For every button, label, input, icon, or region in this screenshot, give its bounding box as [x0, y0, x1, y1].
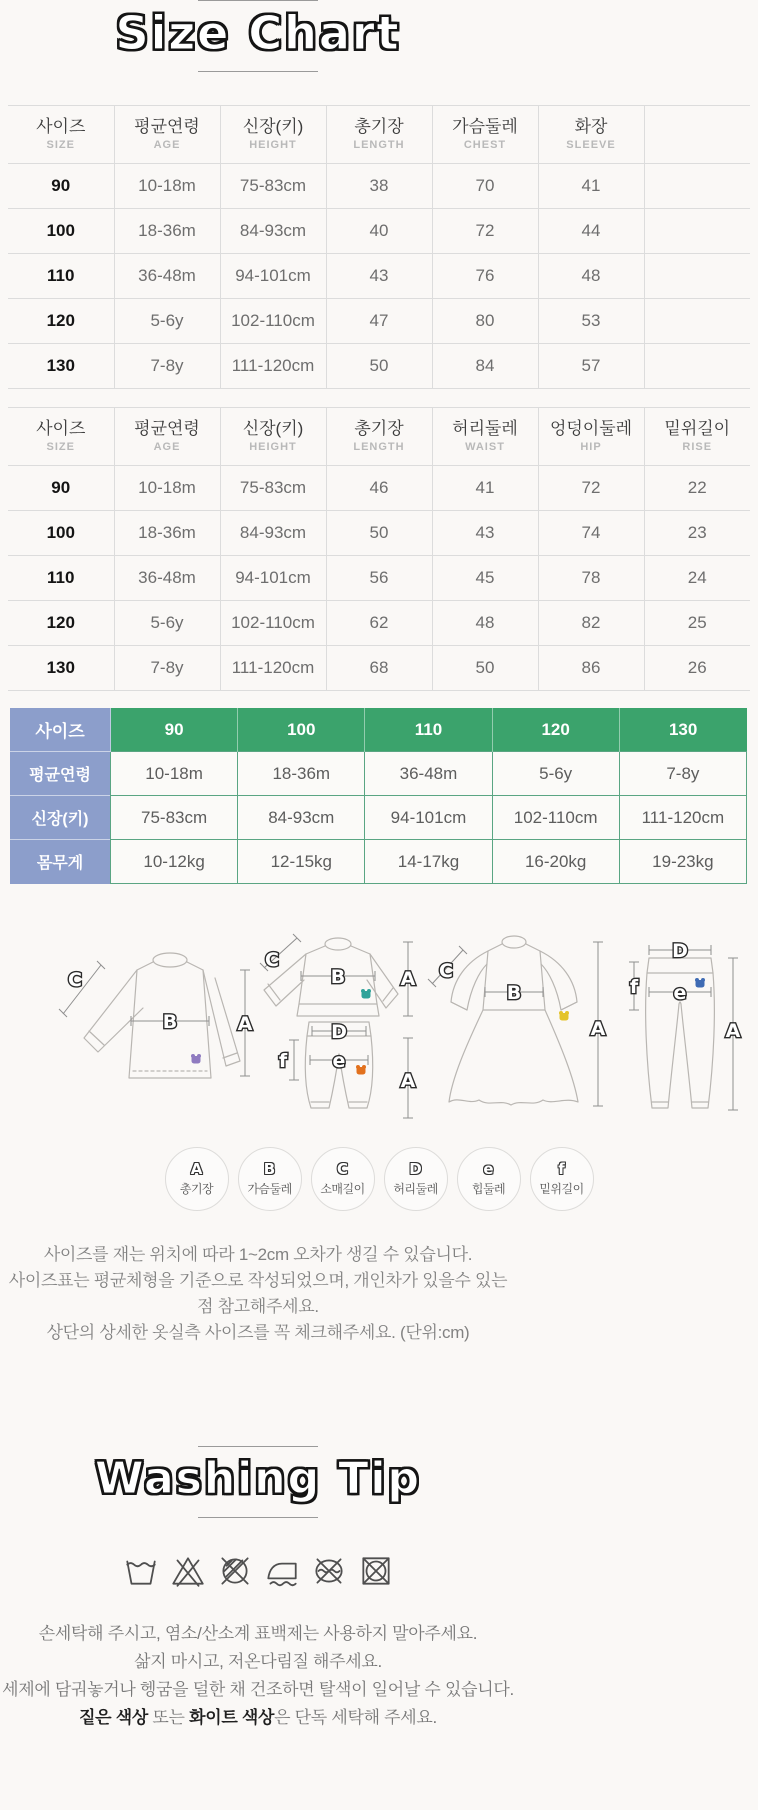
washing-note-line: 삶지 마시고, 저온다림질 해주세요. — [134, 1652, 382, 1671]
value-cell: 18-36m — [114, 511, 220, 556]
measure-letter-sleeve: C — [265, 949, 279, 971]
matrix-value-cell: 18-36m — [238, 752, 365, 796]
value-cell: 46 — [326, 466, 432, 511]
value-cell: 94-101cm — [220, 254, 326, 299]
value-cell: 62 — [326, 601, 432, 646]
value-cell: 48 — [538, 254, 644, 299]
title-overline — [198, 1446, 318, 1447]
column-header — [114, 106, 220, 164]
matrix-row-header: 평균연령 — [10, 752, 111, 796]
iron-low-icon — [263, 1552, 301, 1590]
measure-letter-waist: D — [672, 940, 688, 962]
column-header-ko: 엉덩이둘레 — [549, 419, 633, 438]
legend-item — [384, 1147, 448, 1211]
matrix-value-cell: 10-12kg — [111, 840, 238, 884]
measure-letter-length: A — [400, 968, 416, 990]
column-header-en: HIP — [580, 441, 602, 453]
matrix-value-cell: 84-93cm — [238, 796, 365, 840]
column-header-en: WAIST — [465, 441, 505, 453]
legend-letter: D — [409, 1160, 422, 1178]
column-header-ko: 화장 — [574, 117, 608, 136]
value-cell — [644, 209, 750, 254]
column-header-en: AGE — [153, 441, 181, 453]
measure-letter-hip: e — [332, 1050, 346, 1072]
body-size-matrix-table — [10, 708, 747, 884]
value-cell: 75-83cm — [220, 164, 326, 209]
value-cell: 70 — [432, 164, 538, 209]
value-cell: 10-18m — [114, 164, 220, 209]
no-wring-icon — [310, 1552, 348, 1590]
washing-note-text: 또는 — [147, 1708, 190, 1727]
value-cell: 94-101cm — [220, 556, 326, 601]
title-underline — [198, 1517, 318, 1518]
value-cell: 5-6y — [114, 601, 220, 646]
matrix-value-cell: 19-23kg — [619, 840, 746, 884]
table-header — [8, 106, 750, 164]
value-cell: 23 — [644, 511, 750, 556]
column-header — [326, 408, 432, 466]
matrix-row — [10, 796, 747, 840]
matrix-size-header: 90 — [111, 708, 238, 752]
value-cell: 75-83cm — [220, 466, 326, 511]
value-cell: 7-8y — [114, 344, 220, 389]
measure-letter-length: A — [400, 1070, 416, 1092]
washing-note-line: 세제에 담궈놓거나 헹굼을 덜한 채 건조하면 탈색이 일어날 수 있습니다. — [2, 1680, 514, 1699]
size-cell: 120 — [8, 299, 114, 344]
column-header — [538, 106, 644, 164]
measure-letter-length: A — [725, 1020, 741, 1042]
column-header — [114, 408, 220, 466]
table-row — [8, 601, 750, 646]
value-cell: 43 — [326, 254, 432, 299]
matrix-value-cell: 36-48m — [365, 752, 492, 796]
matrix-value-cell: 10-18m — [111, 752, 238, 796]
value-cell: 43 — [432, 511, 538, 556]
bear-logo-teal — [361, 989, 371, 999]
bottoms-size-table — [8, 407, 750, 691]
table-body — [8, 466, 750, 691]
column-header-ko: 신장(키) — [242, 117, 304, 136]
value-cell: 53 — [538, 299, 644, 344]
value-cell: 38 — [326, 164, 432, 209]
column-header — [220, 106, 326, 164]
value-cell — [644, 344, 750, 389]
value-cell: 40 — [326, 209, 432, 254]
measure-letter-chest: B — [162, 1011, 178, 1033]
value-cell: 84 — [432, 344, 538, 389]
value-cell: 47 — [326, 299, 432, 344]
value-cell: 68 — [326, 646, 432, 691]
column-header — [538, 408, 644, 466]
value-cell: 5-6y — [114, 299, 220, 344]
column-header — [8, 106, 114, 164]
size-cell: 110 — [8, 556, 114, 601]
column-header-en: LENGTH — [353, 441, 405, 453]
dark-color-emphasis: 짙은 색상 — [79, 1708, 148, 1727]
value-cell: 82 — [538, 601, 644, 646]
value-cell: 26 — [644, 646, 750, 691]
value-cell: 102-110cm — [220, 299, 326, 344]
size-cell: 110 — [8, 254, 114, 299]
measure-letter-rise: f — [629, 976, 639, 998]
no-tumble-dry-icon — [357, 1552, 395, 1590]
matrix-value-cell: 14-17kg — [365, 840, 492, 884]
value-cell: 41 — [538, 164, 644, 209]
size-cell: 90 — [8, 466, 114, 511]
matrix-head — [10, 708, 747, 752]
value-cell: 76 — [432, 254, 538, 299]
column-header-en: HEIGHT — [249, 441, 297, 453]
measure-letter-chest: B — [330, 966, 346, 988]
title-underline — [198, 71, 318, 72]
value-cell: 44 — [538, 209, 644, 254]
value-cell: 50 — [432, 646, 538, 691]
column-header — [644, 106, 750, 164]
value-cell: 24 — [644, 556, 750, 601]
value-cell: 41 — [432, 466, 538, 511]
size-cell: 90 — [8, 164, 114, 209]
bear-logo-blue — [695, 978, 705, 988]
table-row — [8, 466, 750, 511]
pants-rise-measure-line — [289, 1040, 299, 1080]
value-cell — [644, 164, 750, 209]
no-dry-clean-icon — [216, 1552, 254, 1590]
column-header-ko: 사이즈 — [36, 117, 86, 136]
column-header-en: AGE — [153, 139, 181, 151]
table-header — [8, 408, 750, 466]
column-header-ko: 사이즈 — [36, 419, 86, 438]
value-cell: 18-36m — [114, 209, 220, 254]
washing-tip-title-block — [0, 1446, 516, 1518]
column-header — [326, 106, 432, 164]
value-cell: 7-8y — [114, 646, 220, 691]
column-header — [220, 408, 326, 466]
table-row — [8, 209, 750, 254]
matrix-row-header: 몸무게 — [10, 840, 111, 884]
table-row — [8, 344, 750, 389]
size-note-line: 상단의 상세한 옷실측 사이즈를 꼭 체크해주세요. (단위:cm) — [46, 1323, 470, 1342]
measure-letter-sleeve: C — [439, 960, 453, 982]
value-cell: 111-120cm — [220, 646, 326, 691]
dress-diagram — [449, 936, 578, 1105]
matrix-value-cell: 75-83cm — [111, 796, 238, 840]
matrix-row-header: 신장(키) — [10, 796, 111, 840]
white-color-emphasis: 화이트 색상 — [189, 1708, 275, 1727]
column-header-en: CHEST — [463, 139, 507, 151]
legend-label: 밑위길이 — [539, 1182, 584, 1196]
column-header-en: RISE — [682, 441, 713, 453]
value-cell — [644, 299, 750, 344]
washing-care-icons — [0, 1552, 516, 1590]
value-cell: 36-48m — [114, 556, 220, 601]
legend-label: 허리둘레 — [393, 1182, 438, 1196]
column-header-en: SLEEVE — [566, 139, 616, 151]
value-cell: 45 — [432, 556, 538, 601]
column-header-en: SIZE — [46, 441, 75, 453]
legend-item — [457, 1147, 521, 1211]
legend-label: 소매길이 — [320, 1182, 365, 1196]
table-row — [8, 299, 750, 344]
measure-letter-waist: D — [331, 1021, 347, 1043]
header-row — [8, 408, 750, 466]
legend-letter: B — [263, 1160, 276, 1178]
column-header — [8, 408, 114, 466]
size-cell: 130 — [8, 646, 114, 691]
legend-item — [530, 1147, 594, 1211]
measure-letter-hip: e — [673, 982, 687, 1004]
column-header-ko: 평균연령 — [134, 117, 200, 136]
value-cell: 50 — [326, 511, 432, 556]
measure-letter-length: A — [590, 1018, 606, 1040]
table-row — [8, 511, 750, 556]
legend-label: 힙둘레 — [471, 1182, 506, 1196]
matrix-row — [10, 752, 747, 796]
value-cell — [644, 254, 750, 299]
column-header-en: HEIGHT — [249, 139, 297, 151]
matrix-value-cell: 94-101cm — [365, 796, 492, 840]
legend-item — [311, 1147, 375, 1211]
matrix-value-cell: 5-6y — [492, 752, 619, 796]
value-cell: 84-93cm — [220, 209, 326, 254]
value-cell: 72 — [432, 209, 538, 254]
size-cell: 120 — [8, 601, 114, 646]
value-cell: 10-18m — [114, 466, 220, 511]
value-cell: 57 — [538, 344, 644, 389]
measure-letter-rise: f — [278, 1050, 288, 1072]
size-cell: 100 — [8, 511, 114, 556]
legend-letter: f — [558, 1160, 565, 1178]
tops-size-table — [8, 105, 750, 389]
table-row — [8, 164, 750, 209]
page-title: Size Chart — [115, 6, 401, 60]
matrix-row — [10, 840, 747, 884]
column-header-ko: 허리둘레 — [452, 419, 518, 438]
matrix-value-cell: 7-8y — [619, 752, 746, 796]
size-notes — [0, 1242, 516, 1346]
matrix-size-header: 130 — [619, 708, 746, 752]
legend-item — [238, 1147, 302, 1211]
table-row — [8, 556, 750, 601]
size-chart-title-block — [0, 0, 516, 72]
value-cell: 78 — [538, 556, 644, 601]
measurement-legend — [0, 1147, 758, 1211]
legend-letter: C — [336, 1160, 348, 1178]
column-header-ko: 총기장 — [354, 117, 404, 136]
bear-logo-purple — [191, 1054, 201, 1064]
garment-diagrams — [0, 918, 758, 1148]
legend-label: 총기장 — [179, 1182, 214, 1196]
size-cell: 130 — [8, 344, 114, 389]
table-row — [8, 646, 750, 691]
matrix-header-row — [10, 708, 747, 752]
washing-note-text: 은 단독 세탁해 주세요. — [274, 1708, 437, 1727]
washing-notes — [0, 1620, 516, 1732]
matrix-corner-cell: 사이즈 — [10, 708, 111, 752]
matrix-value-cell: 16-20kg — [492, 840, 619, 884]
matrix-size-header: 100 — [238, 708, 365, 752]
value-cell: 56 — [326, 556, 432, 601]
value-cell: 111-120cm — [220, 344, 326, 389]
legend-letter: A — [190, 1160, 203, 1178]
value-cell: 25 — [644, 601, 750, 646]
legend-letter: e — [483, 1160, 494, 1178]
legend-item — [165, 1147, 229, 1211]
column-header — [432, 408, 538, 466]
size-note-line: 사이즈를 재는 위치에 따라 1~2cm 오차가 생길 수 있습니다. — [43, 1245, 473, 1264]
washing-note-line — [0, 1704, 516, 1732]
bear-logo-orange — [356, 1065, 366, 1075]
matrix-size-header: 110 — [365, 708, 492, 752]
value-cell: 102-110cm — [220, 601, 326, 646]
value-cell: 84-93cm — [220, 511, 326, 556]
legend-label: 가슴둘레 — [247, 1182, 292, 1196]
value-cell: 22 — [644, 466, 750, 511]
value-cell: 86 — [538, 646, 644, 691]
matrix-value-cell: 102-110cm — [492, 796, 619, 840]
value-cell: 50 — [326, 344, 432, 389]
matrix-size-header: 120 — [492, 708, 619, 752]
measure-letter-length: A — [237, 1013, 253, 1035]
value-cell: 74 — [538, 511, 644, 556]
column-header-en: SIZE — [46, 139, 75, 151]
table-body — [8, 164, 750, 389]
no-bleach-icon — [169, 1552, 207, 1590]
column-header-ko: 가슴둘레 — [452, 117, 518, 136]
matrix-value-cell: 111-120cm — [619, 796, 746, 840]
bear-logo-yellow — [559, 1011, 569, 1021]
value-cell: 80 — [432, 299, 538, 344]
column-header-ko: 평균연령 — [134, 419, 200, 438]
column-header — [432, 106, 538, 164]
size-note-line: 사이즈표는 평균체형을 기준으로 작성되었으며, 개인차가 있을수 있는 점 참고해주세요. — [8, 1271, 508, 1316]
hand-wash-icon — [122, 1552, 160, 1590]
measure-letter-chest: B — [506, 982, 522, 1004]
value-cell: 48 — [432, 601, 538, 646]
measure-letter-sleeve: C — [68, 969, 82, 991]
size-cell: 100 — [8, 209, 114, 254]
washing-note-line: 손세탁해 주시고, 염소/산소계 표백제는 사용하지 말아주세요. — [38, 1624, 478, 1643]
washing-title: Washing Tip — [95, 1453, 421, 1504]
title-overline — [198, 0, 318, 1]
column-header-ko: 밑위길이 — [664, 419, 731, 438]
column-header-ko: 총기장 — [354, 419, 404, 438]
value-cell: 72 — [538, 466, 644, 511]
column-header — [644, 408, 750, 466]
value-cell: 36-48m — [114, 254, 220, 299]
column-header-en: LENGTH — [353, 139, 405, 151]
tee-sleeve-measure-line — [59, 961, 105, 1017]
matrix-value-cell: 12-15kg — [238, 840, 365, 884]
column-header-ko: 신장(키) — [242, 419, 304, 438]
matrix-body — [10, 752, 747, 884]
header-row — [8, 106, 750, 164]
table-row — [8, 254, 750, 299]
